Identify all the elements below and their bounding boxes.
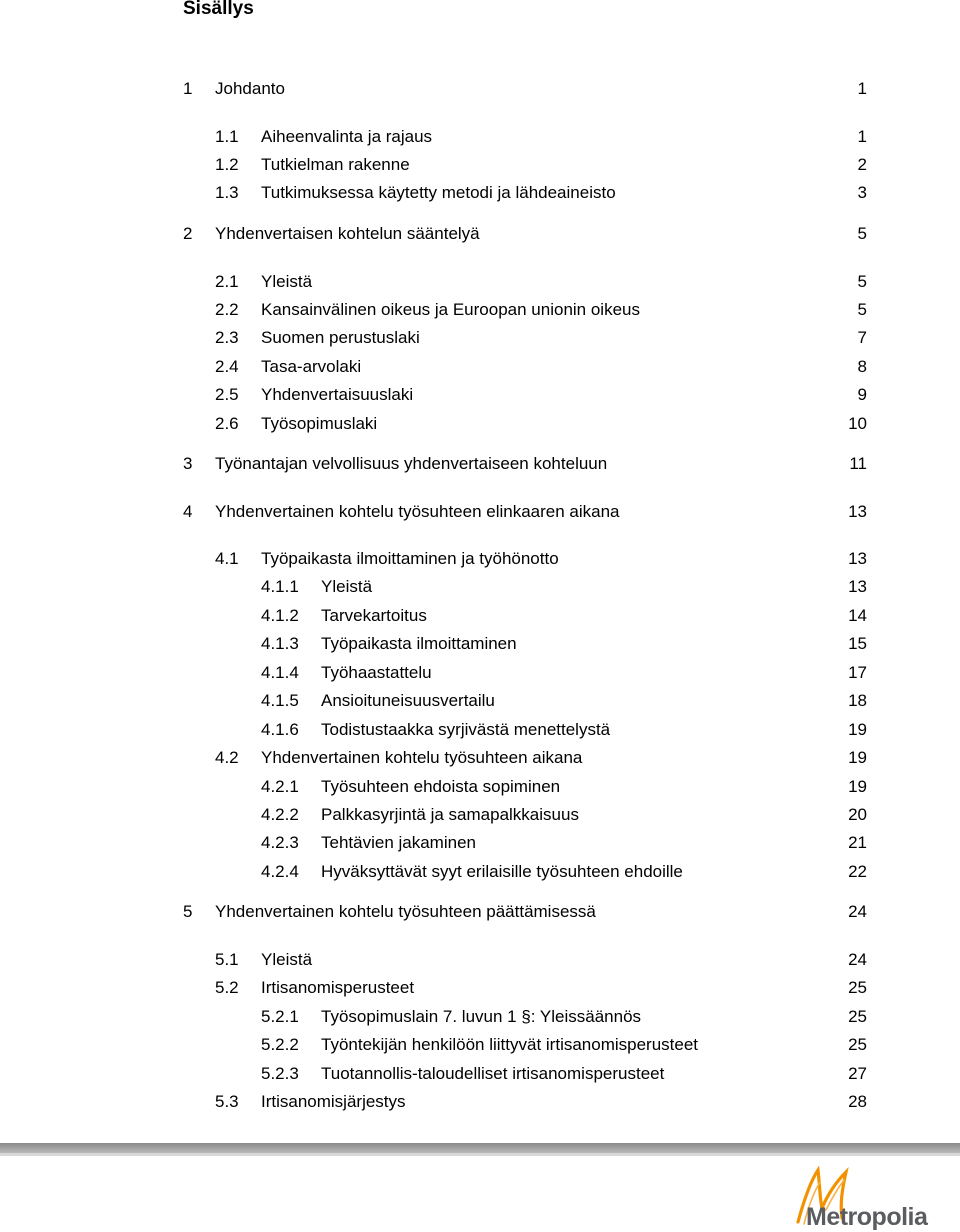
toc-number: 1.1	[215, 127, 239, 146]
toc-number: 5.2.3	[261, 1064, 299, 1083]
toc-text: Tuotannollis-taloudelliset irtisanomisperusteet	[321, 1064, 665, 1083]
toc-page-number: 19	[848, 720, 867, 739]
toc-page-number: 5	[857, 224, 867, 243]
page-title: Sisällys	[183, 0, 254, 19]
toc-number: 4.1.2	[261, 606, 299, 625]
toc-number: 3	[183, 454, 193, 473]
toc-number: 4.1.1	[261, 577, 299, 596]
toc-page-number: 24	[848, 902, 867, 921]
toc-number: 5.1	[215, 950, 239, 969]
toc-page-number: 14	[848, 606, 867, 625]
toc-page-number: 11	[849, 454, 867, 473]
toc-page-number: 3	[857, 183, 867, 202]
toc-text: Työnantajan velvollisuus yhdenvertaiseen kohteluun	[215, 454, 608, 473]
toc-text: Irtisanomisjärjestys	[261, 1092, 406, 1111]
toc-text: Kansainvälinen oikeus ja Euroopan unionin oikeus	[261, 300, 640, 319]
toc-text: Työsopimuslain 7. luvun 1 §: Yleissäännös	[321, 1007, 642, 1026]
toc-number: 4.1.5	[261, 691, 299, 710]
toc-number: 2.2	[215, 300, 239, 319]
toc-page-number: 9	[857, 385, 867, 404]
toc-page-number: 21	[848, 833, 867, 852]
toc-page-number: 17	[848, 663, 867, 682]
toc-page-number: 19	[848, 748, 867, 767]
toc-text: Tehtävien jakaminen	[321, 833, 476, 852]
toc-page-number: 10	[848, 414, 867, 433]
toc-page-number: 20	[848, 805, 867, 824]
toc-text: Palkkasyrjintä ja samapalkkaisuus	[321, 805, 579, 824]
toc-number: 4.2.2	[261, 805, 299, 824]
toc-number: 4.2.4	[261, 862, 299, 881]
toc-page-number: 27	[848, 1064, 867, 1083]
toc-page-number: 5	[857, 272, 867, 291]
toc-text: Yleistä	[321, 577, 373, 596]
footer-divider	[0, 1143, 960, 1153]
toc-number: 1.3	[215, 183, 239, 202]
toc-text: Työntekijän henkilöön liittyvät irtisanomisperusteet	[321, 1035, 699, 1054]
toc-text: Työpaikasta ilmoittaminen	[321, 634, 517, 653]
toc-number: 2.1	[215, 272, 239, 291]
toc-number: 2.3	[215, 328, 239, 347]
toc-number: 4.1.4	[261, 663, 299, 682]
toc-page-number: 22	[848, 862, 867, 881]
toc-page-number: 5	[857, 300, 867, 319]
toc-text: Yhdenvertainen kohtelu työsuhteen päättämisessä	[215, 902, 596, 921]
toc-number: 5.2.1	[261, 1007, 299, 1026]
toc-number: 4.2	[215, 748, 239, 767]
toc-number: 4.2.1	[261, 777, 299, 796]
toc-text: Ansioituneisuusvertailu	[321, 691, 495, 710]
metropolia-logo-text: Metropolia	[806, 1203, 928, 1231]
toc-text: Hyväksyttävät syyt erilaisille työsuhteen ehdoille	[321, 862, 683, 881]
toc-text: Tutkimuksessa käytetty metodi ja lähdeaineisto	[261, 183, 616, 202]
toc-page-number: 7	[857, 328, 867, 347]
toc-text: Yhdenvertainen kohtelu työsuhteen aikana	[261, 748, 583, 767]
toc-text: Työhaastattelu	[321, 663, 432, 682]
toc-text: Aiheenvalinta ja rajaus	[261, 127, 433, 146]
toc-page-number: 15	[848, 634, 867, 653]
toc-page-number: 13	[848, 577, 867, 596]
toc-page-number: 13	[848, 549, 867, 568]
toc-page-number: 18	[848, 691, 867, 710]
toc-text: Irtisanomisperusteet	[261, 978, 415, 997]
toc-page-number: 8	[857, 357, 867, 376]
toc-text: Tutkielman rakenne	[261, 155, 410, 174]
toc-text: Yleistä	[261, 950, 313, 969]
toc-number: 4.2.3	[261, 833, 299, 852]
toc-page-number: 28	[848, 1092, 867, 1111]
toc-page-number: 1	[857, 79, 867, 98]
toc-page-number: 25	[848, 1007, 867, 1026]
toc-text: Suomen perustuslaki	[261, 328, 420, 347]
toc-text: Johdanto	[215, 79, 285, 98]
toc-text: Tasa-arvolaki	[261, 357, 362, 376]
toc-number: 1	[183, 79, 193, 98]
toc-page-number: 1	[857, 127, 867, 146]
toc-number: 4.1	[215, 549, 239, 568]
toc-text: Yhdenvertaisen kohtelun sääntelyä	[215, 224, 480, 243]
toc-page-number: 19	[848, 777, 867, 796]
toc-page-number: 13	[848, 502, 867, 521]
toc-text: Työsuhteen ehdoista sopiminen	[321, 777, 561, 796]
toc-page-number: 25	[848, 1035, 867, 1054]
toc-page-number: 24	[848, 950, 867, 969]
toc-number: 5.3	[215, 1092, 239, 1111]
toc-number: 2	[183, 224, 193, 243]
toc-number: 5.2	[215, 978, 239, 997]
toc-number: 5.2.2	[261, 1035, 299, 1054]
toc-number: 2.4	[215, 357, 239, 376]
toc-text: Yhdenvertaisuuslaki	[261, 385, 414, 404]
toc-text: Työpaikasta ilmoittaminen ja työhönotto	[261, 549, 559, 568]
toc-number: 2.5	[215, 385, 239, 404]
toc-number: 1.2	[215, 155, 239, 174]
toc-text: Tarvekartoitus	[321, 606, 427, 625]
toc-number: 4	[183, 502, 193, 521]
footer-divider-shadow	[0, 1153, 960, 1156]
toc-number: 4.1.3	[261, 634, 299, 653]
toc-number: 5	[183, 902, 193, 921]
toc-text: Yleistä	[261, 272, 313, 291]
toc-text: Työsopimuslaki	[261, 414, 378, 433]
toc-number: 2.6	[215, 414, 239, 433]
toc-page-number: 2	[857, 155, 867, 174]
toc-text: Todistustaakka syrjivästä menettelystä	[321, 720, 611, 739]
toc-page-number: 25	[848, 978, 867, 997]
toc-number: 4.1.6	[261, 720, 299, 739]
toc-text: Yhdenvertainen kohtelu työsuhteen elinkaaren aikana	[215, 502, 620, 521]
